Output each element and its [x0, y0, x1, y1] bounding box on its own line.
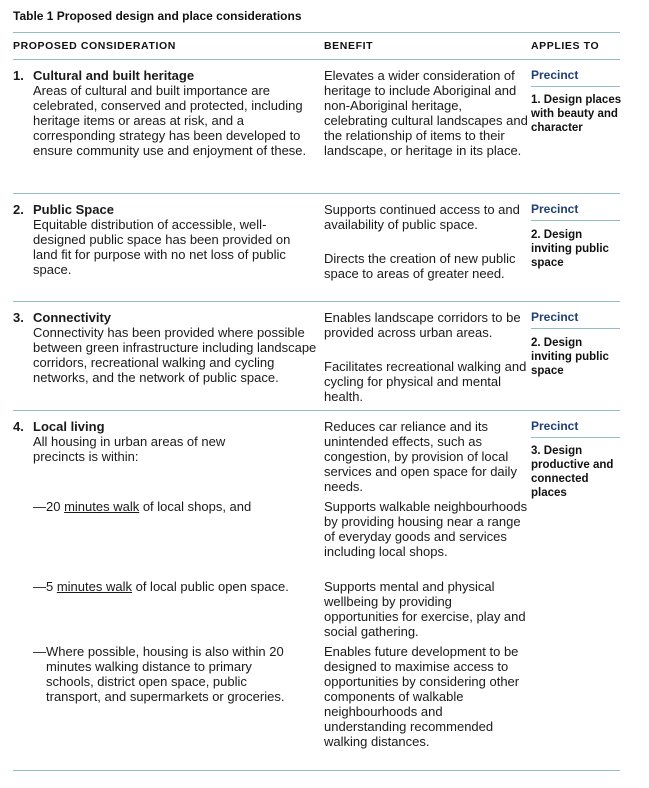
header-bottom-rule [13, 59, 620, 60]
row-benefit: Facilitates recreational walking and cycling for physical and mental health. [324, 359, 527, 404]
list-item [33, 644, 301, 704]
list-item [33, 499, 313, 514]
row-benefit: Supports walkable neighbourhoods by providing housing near a range of everyday goods and services including local shops. [324, 499, 528, 559]
row-title: Cultural and built heritage [33, 68, 195, 83]
precinct-label: Precinct [531, 68, 579, 82]
row-benefit: Supports mental and physical wellbeing by providing opportunities for exercise, play and social gathering. [324, 579, 526, 639]
row-number: 2. [13, 202, 24, 217]
applies-to: 2. Design inviting public space [531, 337, 609, 377]
minutes-walk-link[interactable]: minutes walk [56, 579, 132, 594]
list-item-text: Where possible, housing is also within 20 minutes walking distance to primary schools, district open space, public transport, and supermarkets or groceries. [46, 644, 285, 704]
row-number: 3. [13, 310, 24, 325]
table-bottom-rule [13, 770, 620, 771]
row-divider [13, 301, 620, 302]
precinct-label: Precinct [531, 202, 579, 216]
header-consideration: PROPOSED CONSIDERATION [13, 40, 176, 52]
dash-marker: — [33, 644, 46, 659]
row-divider [13, 410, 620, 411]
row-benefit: Elevates a wider consideration of heritage to include Aboriginal and non-Aboriginal heritage, celebrating cultural landscapes and the relationship of items to their landscape, or heritage in its place. [324, 68, 528, 158]
row-description: All housing in urban areas of new precincts is within: [33, 434, 226, 464]
minutes-walk-link[interactable]: minutes walk [64, 499, 140, 514]
applies-to: 1. Design places with beauty and character [531, 94, 622, 134]
precinct-rule [531, 220, 620, 221]
precinct-rule [531, 437, 620, 438]
header-applies: APPLIES TO [531, 40, 600, 52]
row-benefit: Reduces car reliance and its unintended effects, such as congestion, by provision of local services and open space for daily needs. [324, 419, 517, 494]
list-item [33, 579, 313, 594]
precinct-rule [531, 86, 620, 87]
table-caption: Table 1 Proposed design and place considerations [13, 9, 302, 23]
precinct-rule [531, 328, 620, 329]
list-item-text: of local public open space. [131, 579, 289, 594]
row-title: Local living [33, 419, 105, 434]
row-description: Equitable distribution of accessible, well-designed public space has been provided on land fit for purpose with no net loss of public space. [33, 217, 291, 277]
row-title: Public Space [33, 202, 114, 217]
precinct-label: Precinct [531, 419, 579, 433]
row-benefit: Enables landscape corridors to be provided across urban areas. [324, 310, 521, 340]
dash-marker: — [33, 499, 46, 514]
row-benefit: Supports continued access to and availability of public space. [324, 202, 520, 232]
precinct-label: Precinct [531, 310, 579, 324]
row-title: Connectivity [33, 310, 112, 325]
row-number: 4. [13, 419, 24, 434]
row-benefit: Enables future development to be designed to maximise access to opportunities by considering other components of walkable neighbourhoods and understanding recommended walking distances. [324, 644, 520, 749]
row-description: Areas of cultural and built importance are celebrated, conserved and protected, including heritage items or areas at risk, and a corresponding strategy has been developed to ensure community use and enjoyment of these. [33, 83, 307, 158]
row-divider [13, 193, 620, 194]
list-item-text: of local shops, and [139, 499, 252, 514]
applies-to: 3. Design productive and connected places [531, 445, 614, 499]
header-top-rule [13, 32, 620, 33]
distance-value: 5 [46, 579, 57, 594]
row-number: 1. [13, 68, 24, 83]
header-benefit: BENEFIT [324, 40, 374, 52]
row-benefit: Directs the creation of new public space to areas of greater need. [324, 251, 516, 281]
distance-value: 20 [46, 499, 65, 514]
row-description: Connectivity has been provided where possible between green infrastructure including landscape corridors, recreational walking and cycling networks, and the network of public space. [33, 325, 317, 385]
applies-to: 2. Design inviting public space [531, 229, 609, 269]
dash-marker: — [33, 579, 46, 594]
